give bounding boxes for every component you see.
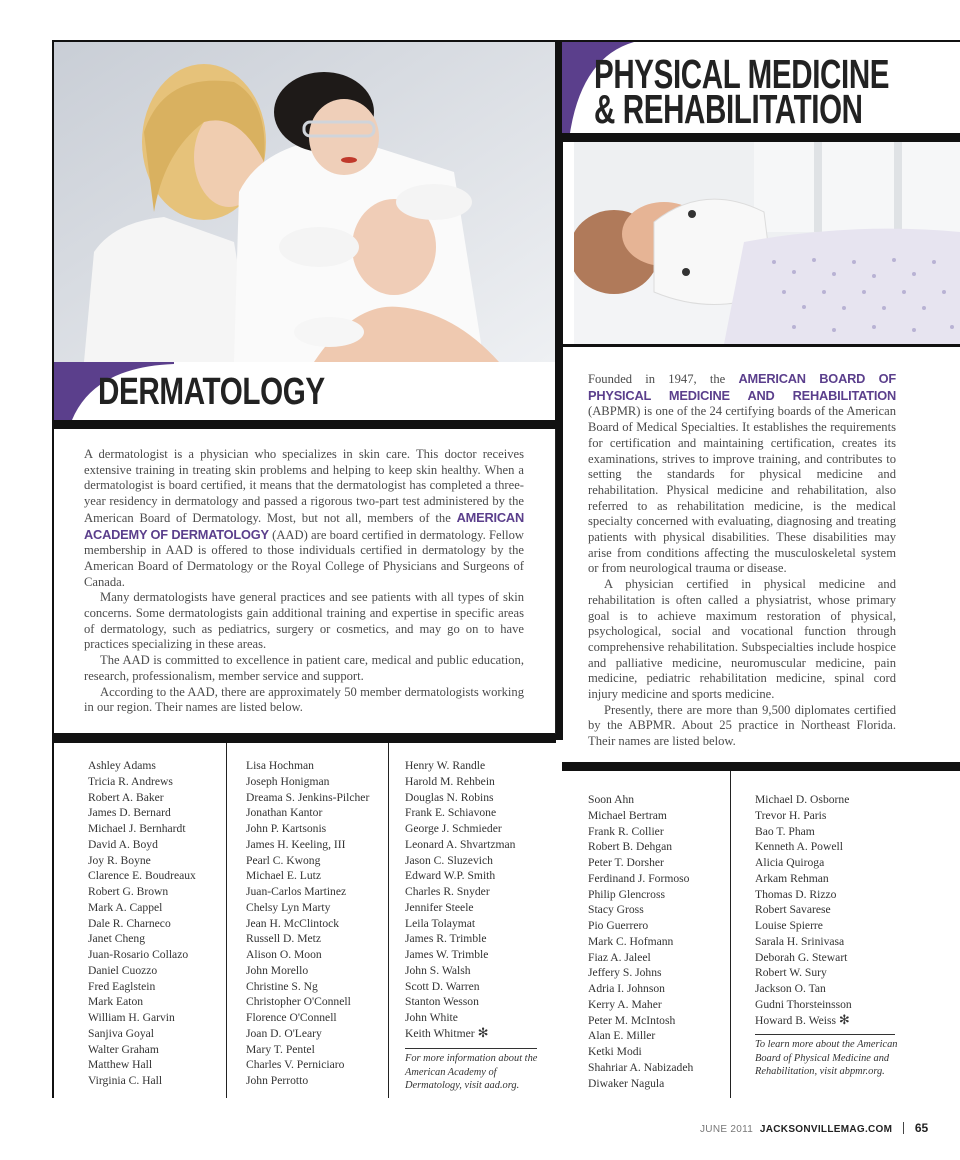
derm-name: Charles R. Snyder xyxy=(405,885,490,898)
rehabilitation-photo xyxy=(574,142,960,344)
pmr-title-banner xyxy=(562,42,960,133)
derm-name: David A. Boyd xyxy=(88,837,158,851)
left-list-divider xyxy=(52,733,556,743)
dermatology-more-info-note: For more information about the American Academy of Dermatology, visit aad.org. xyxy=(405,1053,538,1091)
pmr-note-rule xyxy=(755,1034,895,1035)
right-list-divider xyxy=(562,762,960,771)
derm-name: Edward W.P. Smith xyxy=(405,869,496,883)
pmr-name: Peter M. McIntosh xyxy=(588,1013,676,1027)
rehabilitation-photo-illustration xyxy=(574,142,960,344)
pmr-p1-start: Founded in 1947, the xyxy=(588,372,739,386)
dermatology-names-column-1 xyxy=(88,758,223,1089)
dermatology-photo-illustration xyxy=(54,42,555,362)
pmr-name: Peter T. Dorsher xyxy=(588,856,664,869)
pmr-name: Michael D. Osborne xyxy=(755,793,850,806)
pmr-paragraph-1 xyxy=(588,371,896,577)
derm-name: George J. Schmieder xyxy=(405,822,502,835)
derm-name: Michael E. Lutz xyxy=(246,869,322,883)
pmr-name: Shahriar A. Nabizadeh xyxy=(588,1060,694,1074)
derm-name: Joan D. O'Leary xyxy=(246,1026,322,1040)
derm-name: Leonard A. Shvartzman xyxy=(405,837,516,851)
derm-name: John White xyxy=(405,1011,458,1024)
derm-name: John Perrotto xyxy=(246,1074,309,1087)
issue-date: JUNE 2011 xyxy=(700,1124,754,1135)
derm-name: Sanjiva Goyal xyxy=(88,1026,155,1040)
derm-name: Pearl C. Kwong xyxy=(246,853,321,867)
pmr-name: Gudni Thorsteinsson xyxy=(755,997,852,1011)
pmr-name: Soon Ahn xyxy=(588,793,635,806)
pmr-name: Thomas D. Rizzo xyxy=(755,887,837,901)
derm-name: Clarence E. Boudreaux xyxy=(88,869,196,883)
pmr-name: Stacy Gross xyxy=(588,903,644,917)
pmr-name: Ferdinand J. Formoso xyxy=(588,871,690,885)
derm-name: John P. Kartsonis xyxy=(246,822,327,835)
derm-name: Michael J. Bernhardt xyxy=(88,822,186,835)
pmr-name: Mark C. Hofmann xyxy=(588,934,674,948)
dermatology-article xyxy=(84,447,524,716)
pmr-name: Adria I. Johnson xyxy=(588,982,665,995)
derm-name: Joseph Honigman xyxy=(246,774,330,788)
pmr-name: Jackson O. Tan xyxy=(755,982,826,995)
derm-name xyxy=(405,1026,550,1042)
derm-title-bottom-bar xyxy=(52,420,556,429)
pmr-paragraph-2: A physician certified in physical medicine and rehabilitation is often called a physiatrist, whose primary goal is to achieve maximum restoration of physical, psychological, social and vocational function through comprehensive rehabilitation. Subspecialties include hospice and palliative medicine, neuromuscular medicine, pain medicine, pediatric rehabilitation medicine, spinal cord injury medicine and sports medicine. xyxy=(588,577,896,702)
pmr-name: Pio Guerrero xyxy=(588,919,649,932)
pmr-name: Alan E. Miller xyxy=(588,1029,656,1043)
derm-name: Robert A. Baker xyxy=(88,790,164,804)
pmr-p1-end: (ABPMR) is one of the 24 certifying boards of the American Board of Medical Specialties. It establishes the requirements for certification and maintaining certification, creates its examinations, strives to improve training, and contributes to setting the standards for physical medicine and rehabilitation. Physical medicine and rehabilitation, also referred to as rehabilitation medicine, is the medical specialty concerned with evaluating, diagnosing and treating patients with physical disabilities. These disabilities may arise from conditions affecting the musculoskeletal system or from neurological trauma or disease. xyxy=(588,404,896,576)
derm-name: Dreama S. Jenkins-Pilcher xyxy=(246,790,370,804)
center-divider xyxy=(555,40,563,740)
derm-list-rule-2 xyxy=(388,743,389,1098)
dermatology-names-column-3 xyxy=(405,758,550,1042)
pmr-names-column-2 xyxy=(755,792,915,1028)
derm-name: Jason C. Sluzevich xyxy=(405,853,493,867)
pmr-name: Diwaker Nagula xyxy=(588,1076,665,1090)
dermatology-photo xyxy=(54,42,555,362)
pmr-name: Robert B. Dehgan xyxy=(588,840,673,854)
derm-name: Juan-Carlos Martinez xyxy=(246,885,347,898)
dermatology-p1-start: A dermatologist is a physician who specializes in skin care. This doctor receives extensive training in treating skin problems and helping to keep skin healthy. When a dermatologist is board certified, it means that the dermatologist has completed a three-year residency in dermatology and passed a rigorous two-part test administered by the American Board of Dermatology. Most, but not all, members of the xyxy=(84,447,524,525)
derm-name: Florence O'Connell xyxy=(246,1011,337,1024)
abpmr-org-name: AMERICAN BOARD OF PHYSICAL MEDICINE AND REHABILITATION xyxy=(588,371,896,403)
derm-name: Charles V. Perniciaro xyxy=(246,1058,345,1072)
derm-name: Alison O. Moon xyxy=(246,948,322,961)
derm-name: Christopher O'Connell xyxy=(246,995,351,1009)
dermatology-names-column-2 xyxy=(246,758,386,1089)
derm-body-right-rule xyxy=(555,429,556,734)
pmr-name: Robert Savarese xyxy=(755,903,831,917)
derm-note-rule xyxy=(405,1048,537,1049)
dermatology-paragraph-2: Many dermatologists have general practices and see patients with all types of skin concerns. Some dermatologists gain additional training and expertise in specific areas of dermatology, such as pediatrics, surgery or cosmetics, and may go on to have practices specializing in these areas. xyxy=(84,590,524,652)
pmr-name: Robert W. Sury xyxy=(755,966,827,980)
derm-name: Joy R. Boyne xyxy=(88,853,151,867)
pmr-title-bottom-bar xyxy=(562,133,960,142)
pmr-name: Philip Glencross xyxy=(588,887,665,901)
derm-name: Jean H. McClintock xyxy=(246,916,340,930)
footer-separator xyxy=(903,1122,904,1134)
pmr-name: Louise Spierre xyxy=(755,919,823,932)
derm-name: Russell D. Metz xyxy=(246,932,322,946)
derm-name: Daniel Cuozzo xyxy=(88,963,158,977)
dermatology-paragraph-1 xyxy=(84,447,524,590)
derm-name: Jonathan Kantor xyxy=(246,806,323,820)
derm-name: Lisa Hochman xyxy=(246,759,314,772)
derm-name: Mary T. Pentel xyxy=(246,1042,315,1056)
derm-name: James D. Bernard xyxy=(88,806,171,820)
page-number: 65 xyxy=(914,1121,929,1135)
derm-name: Ashley Adams xyxy=(88,759,156,772)
derm-name: Robert G. Brown xyxy=(88,885,169,898)
derm-name: Frank E. Schiavone xyxy=(405,806,497,820)
page-footer xyxy=(700,1121,940,1137)
derm-name: Walter Graham xyxy=(88,1042,159,1056)
pmr-paragraph-3: Presently, there are more than 9,500 diplomates certified by the ABPMR. About 25 practice in Northeast Florida. Their names are listed below. xyxy=(588,702,896,749)
pmr-photo-bottom-bar xyxy=(562,344,960,347)
derm-name: Harold M. Rehbein xyxy=(405,774,495,788)
pmr-name: Ketki Modi xyxy=(588,1045,642,1058)
pmr-article xyxy=(588,371,896,750)
derm-name: William H. Garvin xyxy=(88,1011,175,1024)
dermatology-p1-end: (AAD) are board certified in dermatology. Fellow membership in AAD is offered to those individuals certified in dermatology by the American Board of Dermatology or the Royal College of Physicians and Surgeons of Canada. xyxy=(84,527,524,589)
pmr-last-name: Howard B. Weiss xyxy=(755,1013,836,1027)
derm-name: Henry W. Randle xyxy=(405,759,486,772)
pmr-name: Bao T. Pham xyxy=(755,824,815,838)
dermatology-paragraph-4: According to the AAD, there are approximately 50 member dermatologists working in our region. Their names are listed below. xyxy=(84,684,524,715)
derm-name: Juan-Rosario Collazo xyxy=(88,948,189,961)
pmr-title-line-2: & REHABILITATION xyxy=(594,86,863,132)
derm-name: Jennifer Steele xyxy=(405,900,474,914)
derm-name: John Morello xyxy=(246,963,309,977)
aad-org-name: AMERICAN ACADEMY OF DERMATOLOGY xyxy=(84,509,524,542)
derm-name: James W. Trimble xyxy=(405,948,489,961)
pmr-name: Deborah G. Stewart xyxy=(755,950,848,964)
derm-name: Douglas N. Robins xyxy=(405,790,494,804)
pmr-list-rule xyxy=(730,771,731,1098)
dermatology-title-banner xyxy=(54,362,555,420)
pmr-name: Kenneth A. Powell xyxy=(755,840,843,854)
derm-name: Chelsy Lyn Marty xyxy=(246,900,331,914)
derm-name: Scott D. Warren xyxy=(405,979,480,993)
pmr-name: Michael Bertram xyxy=(588,808,667,822)
derm-name: Dale R. Charneco xyxy=(88,916,171,930)
pmr-name: Frank R. Collier xyxy=(588,824,664,838)
derm-name: Matthew Hall xyxy=(88,1058,153,1072)
derm-name: Leila Tolaymat xyxy=(405,916,476,930)
derm-name: James R. Trimble xyxy=(405,932,487,946)
derm-name: Stanton Wesson xyxy=(405,995,479,1009)
pmr-name: Alicia Quiroga xyxy=(755,856,825,869)
dermatology-paragraph-3: The AAD is committed to excellence in patient care, medical and public education, research, professionalism, member service and support. xyxy=(84,653,524,683)
pmr-name: Kerry A. Maher xyxy=(588,997,662,1011)
derm-name: Christine S. Ng xyxy=(246,979,318,993)
derm-name: Mark Eaton xyxy=(88,995,144,1009)
pmr-name: Sarala H. Srinivasa xyxy=(755,934,845,948)
pmr-name: Trevor H. Paris xyxy=(755,808,827,822)
derm-name: Mark A. Cappel xyxy=(88,900,163,914)
pmr-more-info-note: To learn more about the American Board of Physical Medicine and Rehabilitation, visit abpmr.org. xyxy=(755,1039,898,1077)
pmr-name: Jeffery S. Johns xyxy=(588,966,662,980)
pmr-title-line-1: PHYSICAL MEDICINE xyxy=(594,51,890,97)
end-mark-icon: ✻ xyxy=(838,1012,850,1028)
end-mark-icon: ✻ xyxy=(477,1025,489,1041)
derm-list-rule-1 xyxy=(226,743,227,1098)
pmr-names-column-1 xyxy=(588,792,728,1091)
derm-name: Virginia C. Hall xyxy=(88,1074,163,1087)
pmr-name: Arkam Rehman xyxy=(755,871,829,885)
pmr-name: Fiaz A. Jaleel xyxy=(588,950,651,964)
pmr-name xyxy=(755,1013,915,1029)
magazine-site: JACKSONVILLEMAG.COM xyxy=(759,1124,893,1135)
derm-name: John S. Walsh xyxy=(405,963,471,977)
derm-name: Janet Cheng xyxy=(88,932,145,946)
derm-name: Tricia R. Andrews xyxy=(88,774,173,788)
dermatology-title: DERMATOLOGY xyxy=(98,371,325,413)
derm-name: Fred Eaglstein xyxy=(88,979,156,993)
derm-name: James H. Keeling, III xyxy=(246,837,346,851)
derm-last-name: Keith Whitmer xyxy=(405,1026,475,1040)
